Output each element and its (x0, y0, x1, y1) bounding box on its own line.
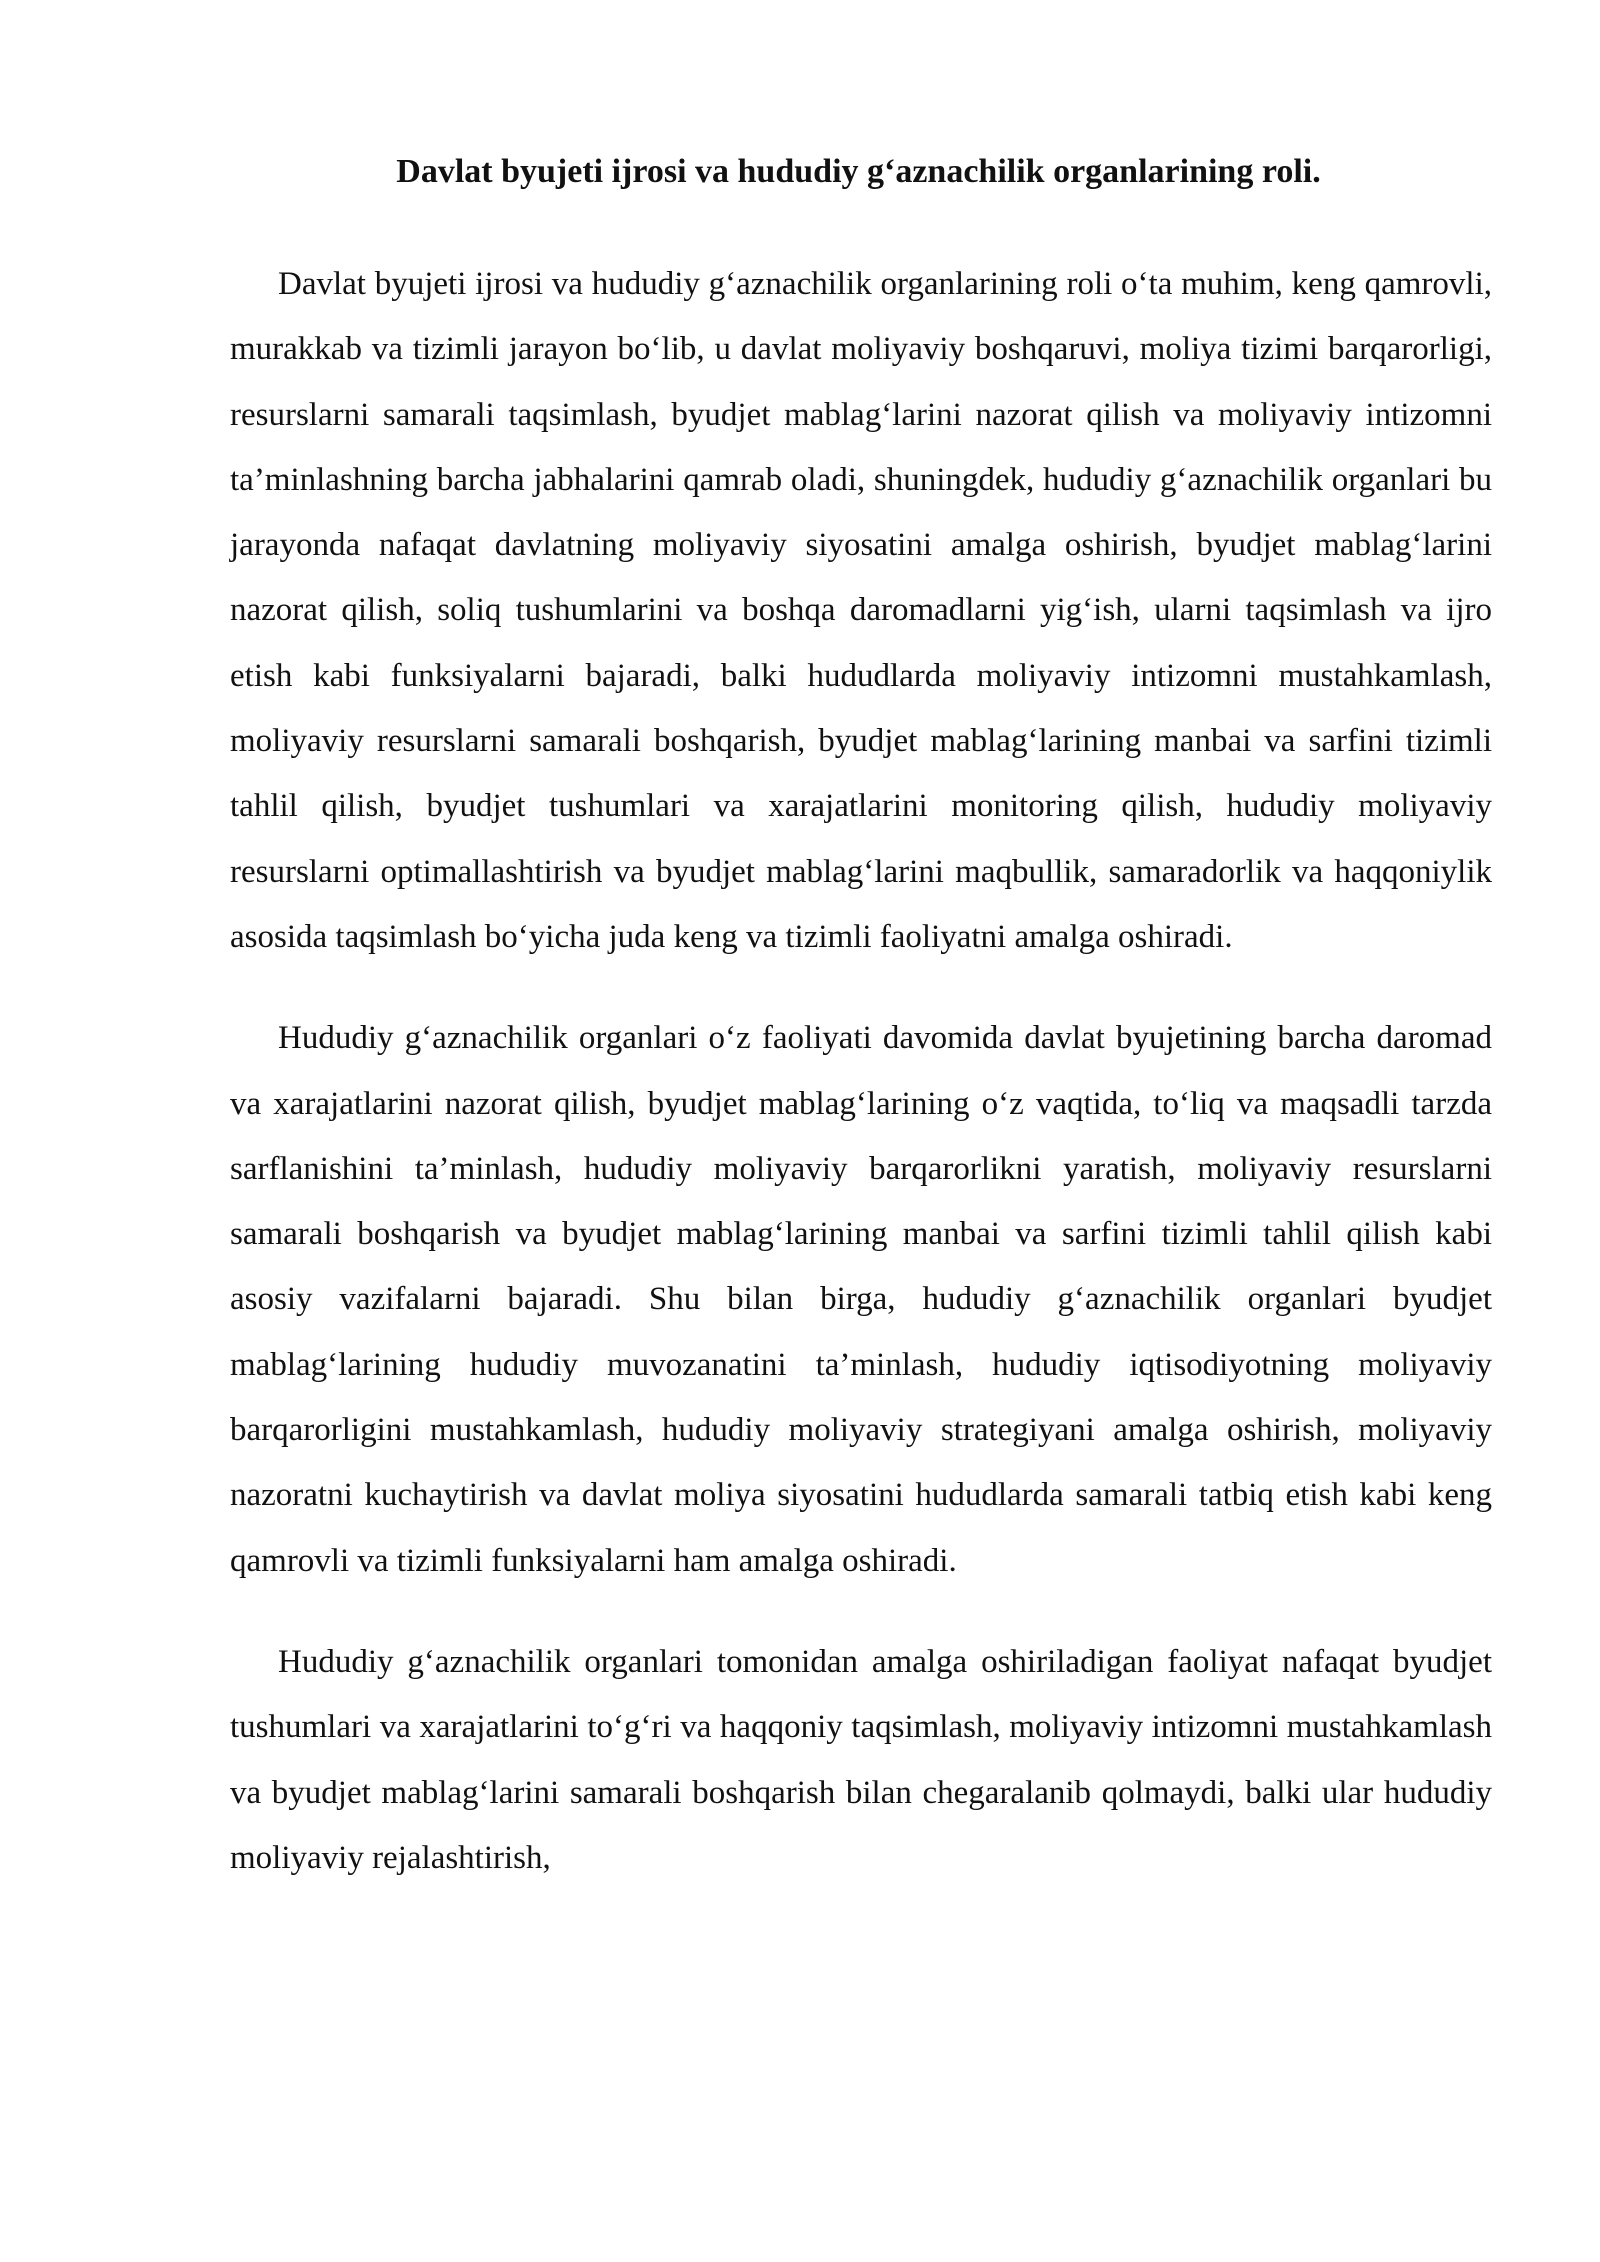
document-title: Davlat byujeti ijrosi va hududiy g‘aznachilik organlarining roli. (396, 153, 1321, 190)
document-body (230, 252, 1492, 1927)
paragraph-1: Davlat byujeti ijrosi va hududiy g‘aznachilik organlarining roli o‘ta muhim, keng qamrovli, murakkab va tizimli jarayon bo‘lib, u davlat moliyaviy boshqaruvi, moliya tizimi barqarorligi, resurslarni samarali taqsimlash, byudjet mablag‘larini nazorat qilish va moliyaviy intizomni ta’minlashning barcha jabhalarini qamrab oladi, shuningdek, hududiy g‘aznachilik organlari bu jarayonda nafaqat davlatning moliyaviy siyosatini amalga oshirish, byudjet mablag‘larini nazorat qilish, soliq tushumlarini va boshqa daromadlarni yig‘ish, ularni taqsimlash va ijro etish kabi funksiyalarni bajaradi, balki hududlarda moliyaviy intizomni mustahkamlash, moliyaviy resurslarni samarali boshqarish, byudjet mablag‘larining manbai va sarfini tizimli tahlil qilish, byudjet tushumlari va xarajatlarini monitoring qilish, hududiy moliyaviy resurslarni optimallashtirish va byudjet mablag‘larini maqbullik, samaradorlik va haqqoniylik asosida taqsimlash bo‘yicha juda keng va tizimli faoliyatni amalga oshiradi. (230, 266, 1492, 955)
paragraph-2: Hududiy g‘aznachilik organlari o‘z faoliyati davomida davlat byujetining barcha daromad va xarajatlarini nazorat qilish, byudjet mablag‘larining o‘z vaqtida, to‘liq va maqsadli tarzda sarflanishini ta’minlash, hududiy moliyaviy barqarorlikni yaratish, moliyaviy resurslarni samarali boshqarish va byudjet mablag‘larining manbai va sarfini tizimli tahlil qilish kabi asosiy vazifalarni bajaradi. Shu bilan birga, hududiy g‘aznachilik organlari byudjet mablag‘larining hududiy muvozanatini ta’minlash, hududiy iqtisodiyotning moliyaviy barqarorligini mustahkamlash, hududiy moliyaviy strategiyani amalga oshirish, moliyaviy nazoratni kuchaytirish va davlat moliya siyosatini hududlarda samarali tatbiq etish kabi keng qamrovli va tizimli funksiyalarni ham amalga oshiradi. (230, 1020, 1492, 1579)
paragraph-3: Hududiy g‘aznachilik organlari tomonidan amalga oshiriladigan faoliyat nafaqat byudjet tushumlari va xarajatlarini to‘g‘ri va haqqoniy taqsimlash, moliyaviy intizomni mustahkamlash va byudjet mablag‘larini samarali boshqarish bilan chegaralanib qolmaydi, balki ular hududiy moliyaviy rejalashtirish, (230, 1643, 1492, 1876)
